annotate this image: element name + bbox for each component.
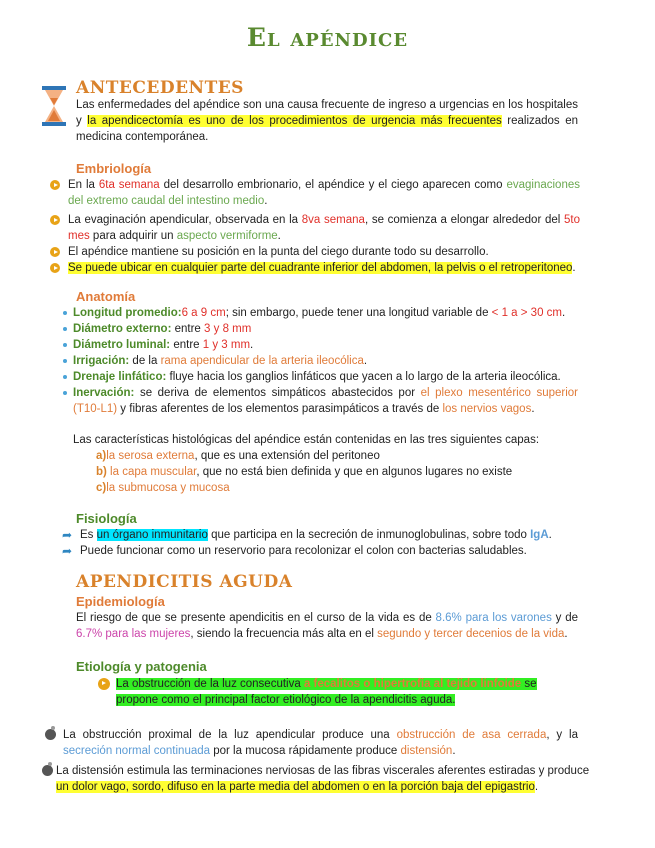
list-item: Se puede ubicar en cualquier parte del cuadrante inferior del abdomen, la pelvis o el retroperitoneo. [50,260,580,276]
pin-icon [42,765,53,776]
apendicitis-heading: APENDICITIS AGUDA [76,572,293,592]
play-bullet-icon [50,247,60,257]
play-bullet-icon [50,215,60,225]
fisiologia-list [62,527,582,559]
histology-intro: Las características histológicas del apéndice están contenidas en las tres siguientes capas: [73,434,540,446]
play-bullet-icon [50,263,60,273]
epidemiologia-paragraph: El riesgo de que se presente apendicitis en el curso de la vida es de 8.6% para los varones y de 6.7% para las mujeres, siendo la frecuencia más alta en el segundo y tercer decenios de la vida. [76,612,578,640]
list-item: ➦ Es un órgano inmunitario que participa en la secreción de inmunoglobulinas, sobre todo IgA. [62,528,552,542]
antecedentes-heading: ANTECEDENTES [76,78,244,98]
distension-paragraph: La distensión estimula las terminaciones nerviosas de las fibras viscerales aferentes estiradas y produce un dolor vago, sordo, difuso en la parte media del abdomen o en la porción baja del epigastrio. [42,763,604,795]
play-bullet-icon [98,678,110,690]
list-item: En la 6ta semana del desarrollo embrionario, el apéndice y el ciego aparecen como evaginaciones del extremo caudal del intestino medio. [50,177,580,209]
list-item: b) la capa muscular, que no está bien definida y que en algunos lugares no existe [96,466,513,478]
list-item: Irrigación: de la rama apendicular de la arteria ileocólica. [63,353,578,369]
page-title: El apéndice [246,23,409,52]
obstruccion-paragraph: La obstrucción proximal de la luz apendicular produce una obstrucción de asa cerrada, y la secreción normal continuada por la mucosa rápidamente produce distensión. [45,727,578,759]
etiologia-item [98,676,578,708]
list-item: El apéndice mantiene su posición en la punta del ciego durante todo su desarrollo. [50,244,580,260]
curved-arrow-icon: ➦ [62,544,73,558]
histology-layers [96,448,512,496]
anatomia-list [63,305,578,417]
list-item: Diámetro externo: entre 3 y 8 mm [63,321,578,337]
fisiologia-heading: Fisiología [76,511,137,526]
embriologia-heading: Embriología [76,161,152,176]
list-item: a)la serosa externa, que es una extensión del peritoneo [96,450,380,462]
pin-icon [45,729,56,740]
play-bullet-icon [50,180,60,190]
embriologia-list [50,177,580,276]
anatomia-heading: Anatomía [76,289,136,304]
hourglass-icon [42,86,66,126]
list-item: Drenaje linfático: fluye hacia los ganglios linfáticos que yacen a lo largo de la arteria ileocólica. [63,369,578,385]
list-item: La evaginación apendicular, observada en la 8va semana, se comienza a elongar alrededor del 5to mes para adquirir un aspecto vermiforme. [50,212,580,244]
list-item: Longitud promedio:6 a 9 cm; sin embargo, puede tener una longitud variable de < 1 a > 30 cm. [63,305,578,321]
antecedentes-paragraph: Las enfermedades del apéndice son una causa frecuente de ingreso a urgencias en los hospitales y la apendicectomía es uno de los procedimientos de urgencia más frecuentes realizados en medicina contemporánea. [76,99,578,143]
list-item: Diámetro luminal: entre 1 y 3 mm. [63,337,578,353]
list-item: Inervación: se deriva de elementos simpáticos abastecidos por el plexo mesentérico superior (T10-L1) y fibras aferentes de los elementos parasimpáticos a través de los nervios vagos. [63,385,578,417]
list-item: c)la submucosa y mucosa [96,482,230,494]
curved-arrow-icon: ➦ [62,528,73,542]
epidemiologia-heading: Epidemiología [76,594,165,609]
list-item: ➦ Puede funcionar como un reservorio para recolonizar el colon con bacterias saludables. [62,544,527,558]
list-item: La obstrucción de la luz consecutiva a fecalitos o hipertrofia al tejido linfoide se propone como el principal factor etiológico de la apendicitis aguda. [98,676,578,708]
etiologia-heading: Etiología y patogenia [76,659,207,674]
